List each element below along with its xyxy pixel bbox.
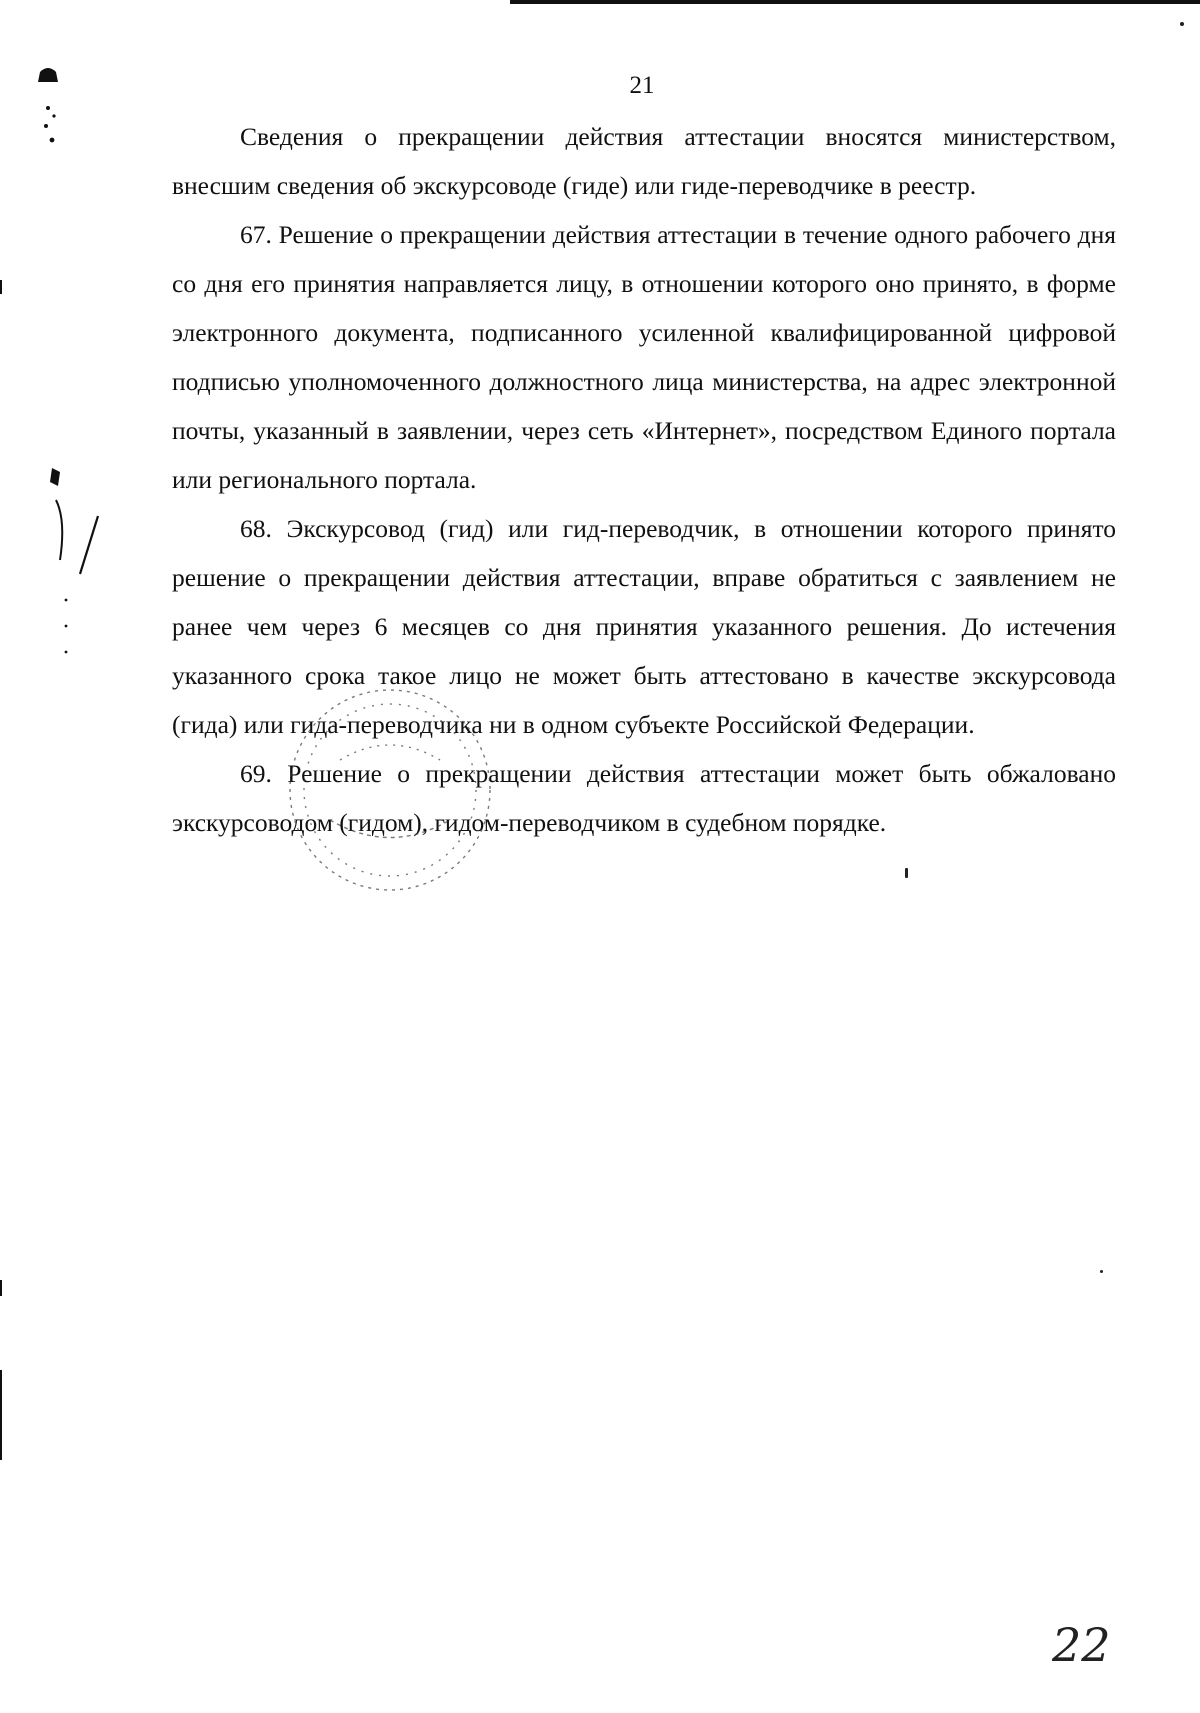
scan-edge-line (510, 0, 1200, 4)
handwritten-page-number: 22 (1052, 1618, 1111, 1672)
page-number: 21 (629, 72, 655, 99)
scan-speck (905, 868, 908, 878)
official-seal-stamp (270, 670, 510, 910)
paragraph-69: 69. Решение о прекращении действия аттестации может быть обжаловано экскурсоводом (гидом), гидом-переводчиком в судебном порядке. (172, 759, 1116, 837)
paragraph-68: 68. Экскурсовод (гид) или гид-переводчик, в отношении которого принято решение о прекращении действия аттестации, вправе обратиться с заявлением не ранее чем через 6 месяцев со дня принятия указанного решения. До истечения указанного срока такое лицо не может быть аттестовано в качестве экскурсовода (гида) или гида-переводчика ни в одном субъекте Российской Федерации. (172, 514, 1116, 739)
scan-speck (1100, 1270, 1103, 1273)
binding-marks (0, 0, 120, 1713)
paragraph-67: 67. Решение о прекращении действия аттестации в течение одного рабочего дня со дня его принятия направляется лицу, в отношении которого оно принято, в форме электронного документа, подписанного усиленной квалифицированной цифровой подписью уполномоченного должностного лица министерства, на адрес электронной почты, указанный в заявлении, через сеть «Интернет», посредством Единого портала или регионального портала. (172, 220, 1116, 494)
scan-speck (1180, 22, 1184, 26)
paragraph-intro: Сведения о прекращении действия аттестации вносятся министерством, внесшим сведения об экскурсоводе (гиде) или гиде-переводчике в реестр. (172, 122, 1116, 200)
